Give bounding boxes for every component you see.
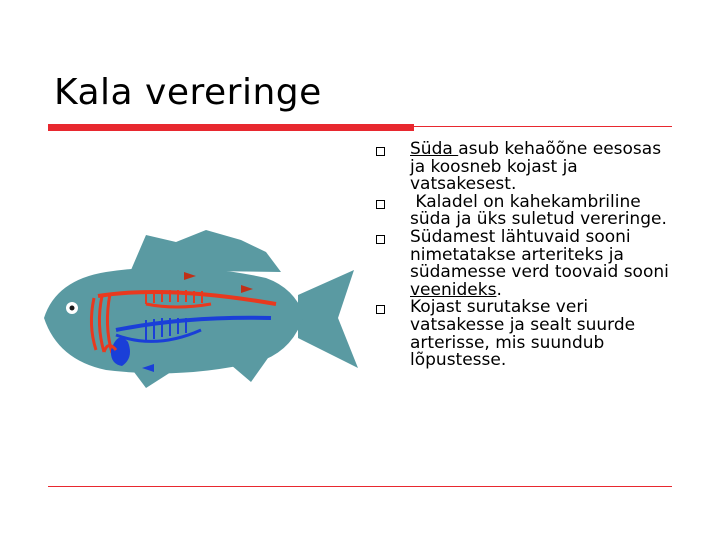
slide-title: Kala vereringe: [54, 72, 322, 113]
bullet-square-icon: [376, 147, 385, 156]
tail-fin: [298, 270, 358, 368]
title-divider-line: [414, 126, 672, 127]
bullet-square-icon: [376, 305, 385, 314]
veenideks-link[interactable]: veenideks: [410, 279, 497, 300]
bullet-text: Kojast surutakse veri vatsakesse ja sealt suurde arterisse, mis suundub lõpustesse.: [410, 297, 636, 371]
bullet-square-icon: [376, 200, 385, 209]
bullet-text: Kaladel on kahekambriline süda ja üks suletud vereringe.: [410, 191, 667, 230]
dorsal-fin: [131, 230, 281, 272]
bullet-item: [370, 191, 680, 230]
bullet-square-icon: [376, 235, 385, 244]
bullet-text: asub kehaõõne eesosas ja koosneb kojast ja vatsakesest.: [410, 139, 662, 195]
footer-divider-line: [48, 486, 672, 487]
bullet-list: [370, 141, 680, 370]
bullet-lead: Süda: [410, 139, 459, 159]
bullet-item: [370, 226, 680, 300]
bullet-text: Südamest lähtuvaid sooni nimetatakse arteriteks ja südamesse verd toovaid sooni: [410, 226, 669, 283]
bullet-item: [370, 141, 680, 194]
bullet-text-end: .: [496, 279, 502, 300]
title-accent-bar: [48, 124, 414, 131]
fish-circulation-illustration: [36, 200, 366, 390]
bullet-item: [370, 299, 680, 369]
